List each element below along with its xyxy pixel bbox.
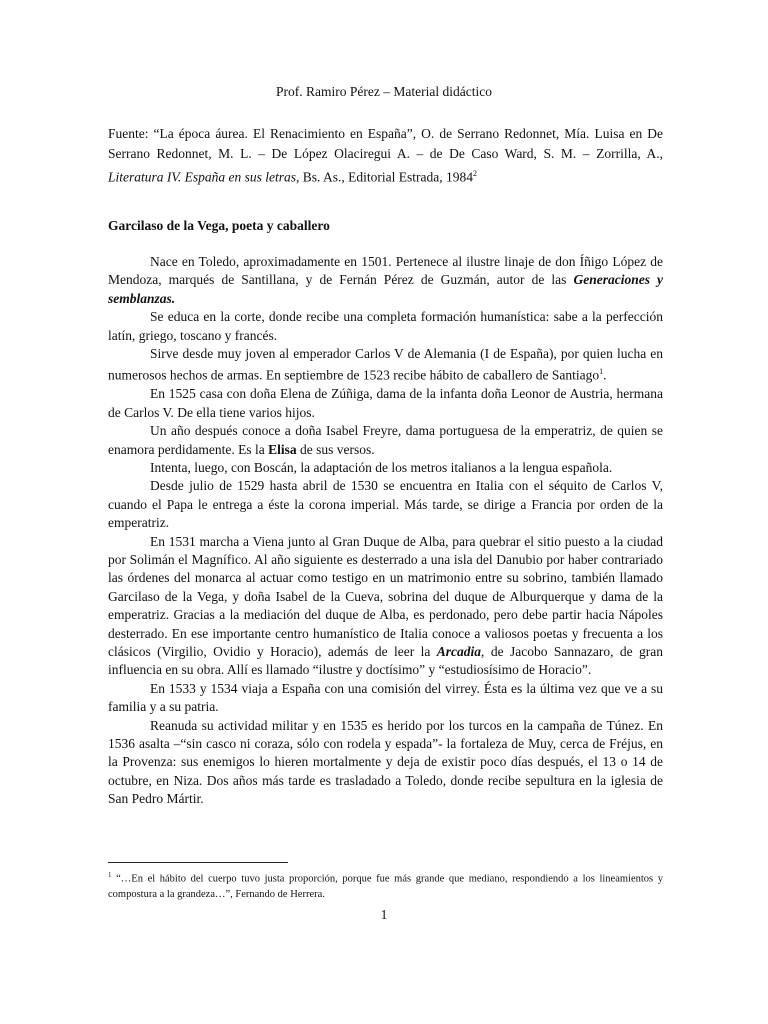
page-number: 1 — [380, 907, 388, 922]
paragraph-5-text: Un año después conoce a doña Isabel Freyre, dama portuguesa de la emperatriz, de quien se enamora perdidamente. Es la — [108, 423, 663, 457]
body-text — [108, 253, 663, 809]
paragraph-5-end: de sus versos. — [296, 441, 375, 457]
work-title-generaciones: Generaciones y semblanzas. — [108, 272, 664, 306]
paragraph-4: En 1525 casa con doña Elena de Zúñiga, dama de la infanta doña Leonor de Austria, hermana de Carlos V. De ella tiene varios hijos. — [108, 386, 663, 420]
source-footnote-marker: 2 — [473, 169, 477, 178]
footnote — [108, 868, 663, 902]
paragraph-6: Intenta, luego, con Boscán, la adaptación de los metros italianos a la lengua española. — [150, 459, 613, 475]
paragraph-3 — [108, 345, 663, 385]
source-tail: , Bs. As., Editorial Estrada, 1984 — [296, 169, 473, 185]
paragraph-1-text: Nace en Toledo, aproximadamente en 1501. Pertenece al ilustre linaje de don Íñigo López de Mendoza, marqués de Santillana, y de Fernán Pérez de Guzmán, autor de las — [108, 254, 663, 288]
paragraph-2: Se educa en la corte, donde recibe una completa formación humanística: sabe a la perfección latín, griego, toscano y francés. — [108, 309, 663, 343]
footnote-reference: 1 — [599, 367, 604, 377]
source-book-title: Literatura IV. España en sus letras — [108, 169, 297, 185]
section-title: Garcilaso de la Vega, poeta y caballero — [108, 218, 330, 233]
paragraph-5 — [108, 422, 663, 459]
page-header: Prof. Ramiro Pérez – Material didáctico — [276, 84, 492, 99]
paragraph-3-end: . — [603, 367, 607, 383]
paragraph-10: Reanuda su actividad militar y en 1535 es herido por los turcos en la campaña de Túnez. En 1536 asalta –“sin casco ni coraza, sólo con rodela y espada”- la fortaleza de Muy, cerca de Fréjus, en la Provenza: sus enemigos lo hieren mortalmente y deja de existir poco días después, el 13 o 14 de octubre, en Niza. Dos años más tarde es trasladado a Toledo, donde recibe sepultura en la iglesia de San Pedro Mártir. — [108, 717, 663, 807]
paragraph-1 — [108, 253, 663, 308]
footnote-text: “…En el hábito del cuerpo tuvo justa proporción, porque fue más grande que mediano, respondiendo a los lineamientos y compostura a la grandeza…”, Fernando de Herrera. — [108, 873, 663, 900]
paragraph-3-text: Sirve desde muy joven al emperador Carlos V de Alemania (I de España), por quien lucha en numerosos hechos de armas. En septiembre de 1523 recibe hábito de caballero de Santiago — [108, 346, 663, 383]
paragraph-8-end: , de Jacobo Sannazaro, de gran influencia en su obra. Allí es llamado “ilustre y doctísimo” y “estudiosísimo de Horacio”. — [108, 644, 663, 678]
source-citation — [108, 124, 663, 188]
paragraph-9: En 1533 y 1534 viaja a España con una comisión del virrey. Ésta es la última vez que ve a su familia y a su patria. — [108, 680, 663, 715]
paragraph-8 — [108, 533, 663, 680]
paragraph-8-text: En 1531 marcha a Viena junto al Gran Duque de Alba, para quebrar el sitio puesto a la ciudad por Solimán el Magnífico. Al año siguiente es desterrado a una isla del Danubio por haber contrariado las órdenes del monarca al actuar como testigo en un matrimonio entre su sobrino, también llamado Garcilaso de la Vega, y doña Isabel de la Cueva, sobrina del duque de Alburquerque y dama de la emperatriz. Gracias a la mediación del duque de Alba, es perdonado, pero debe partir hacia Nápoles desterrado. En ese importante centro humanístico de Italia conoce a valiosos poetas y frecuenta a los clásicos (Virgilio, Ovidio y Horacio), además de leer la — [108, 533, 663, 660]
name-elisa: Elisa — [268, 441, 297, 457]
footnote-separator — [108, 862, 288, 863]
paragraph-7: Desde julio de 1529 hasta abril de 1530 se encuentra en Italia con el séquito de Carlos V, cuando el Papa le entrega a éste la corona imperial. Más tarde, se dirige a Francia por orden de la emperatriz. — [108, 478, 663, 531]
work-title-arcadia: Arcadia — [436, 644, 482, 660]
footnote-marker: 1 — [108, 871, 112, 879]
source-text: Fuente: “La época áurea. El Renacimiento en España”, O. de Serrano Redonnet, Mía. Luisa en De Serrano Redonnet, M. L. – De López Olaciregui A. – de De Caso Ward, S. M. – Zorrilla, A., — [108, 126, 663, 161]
